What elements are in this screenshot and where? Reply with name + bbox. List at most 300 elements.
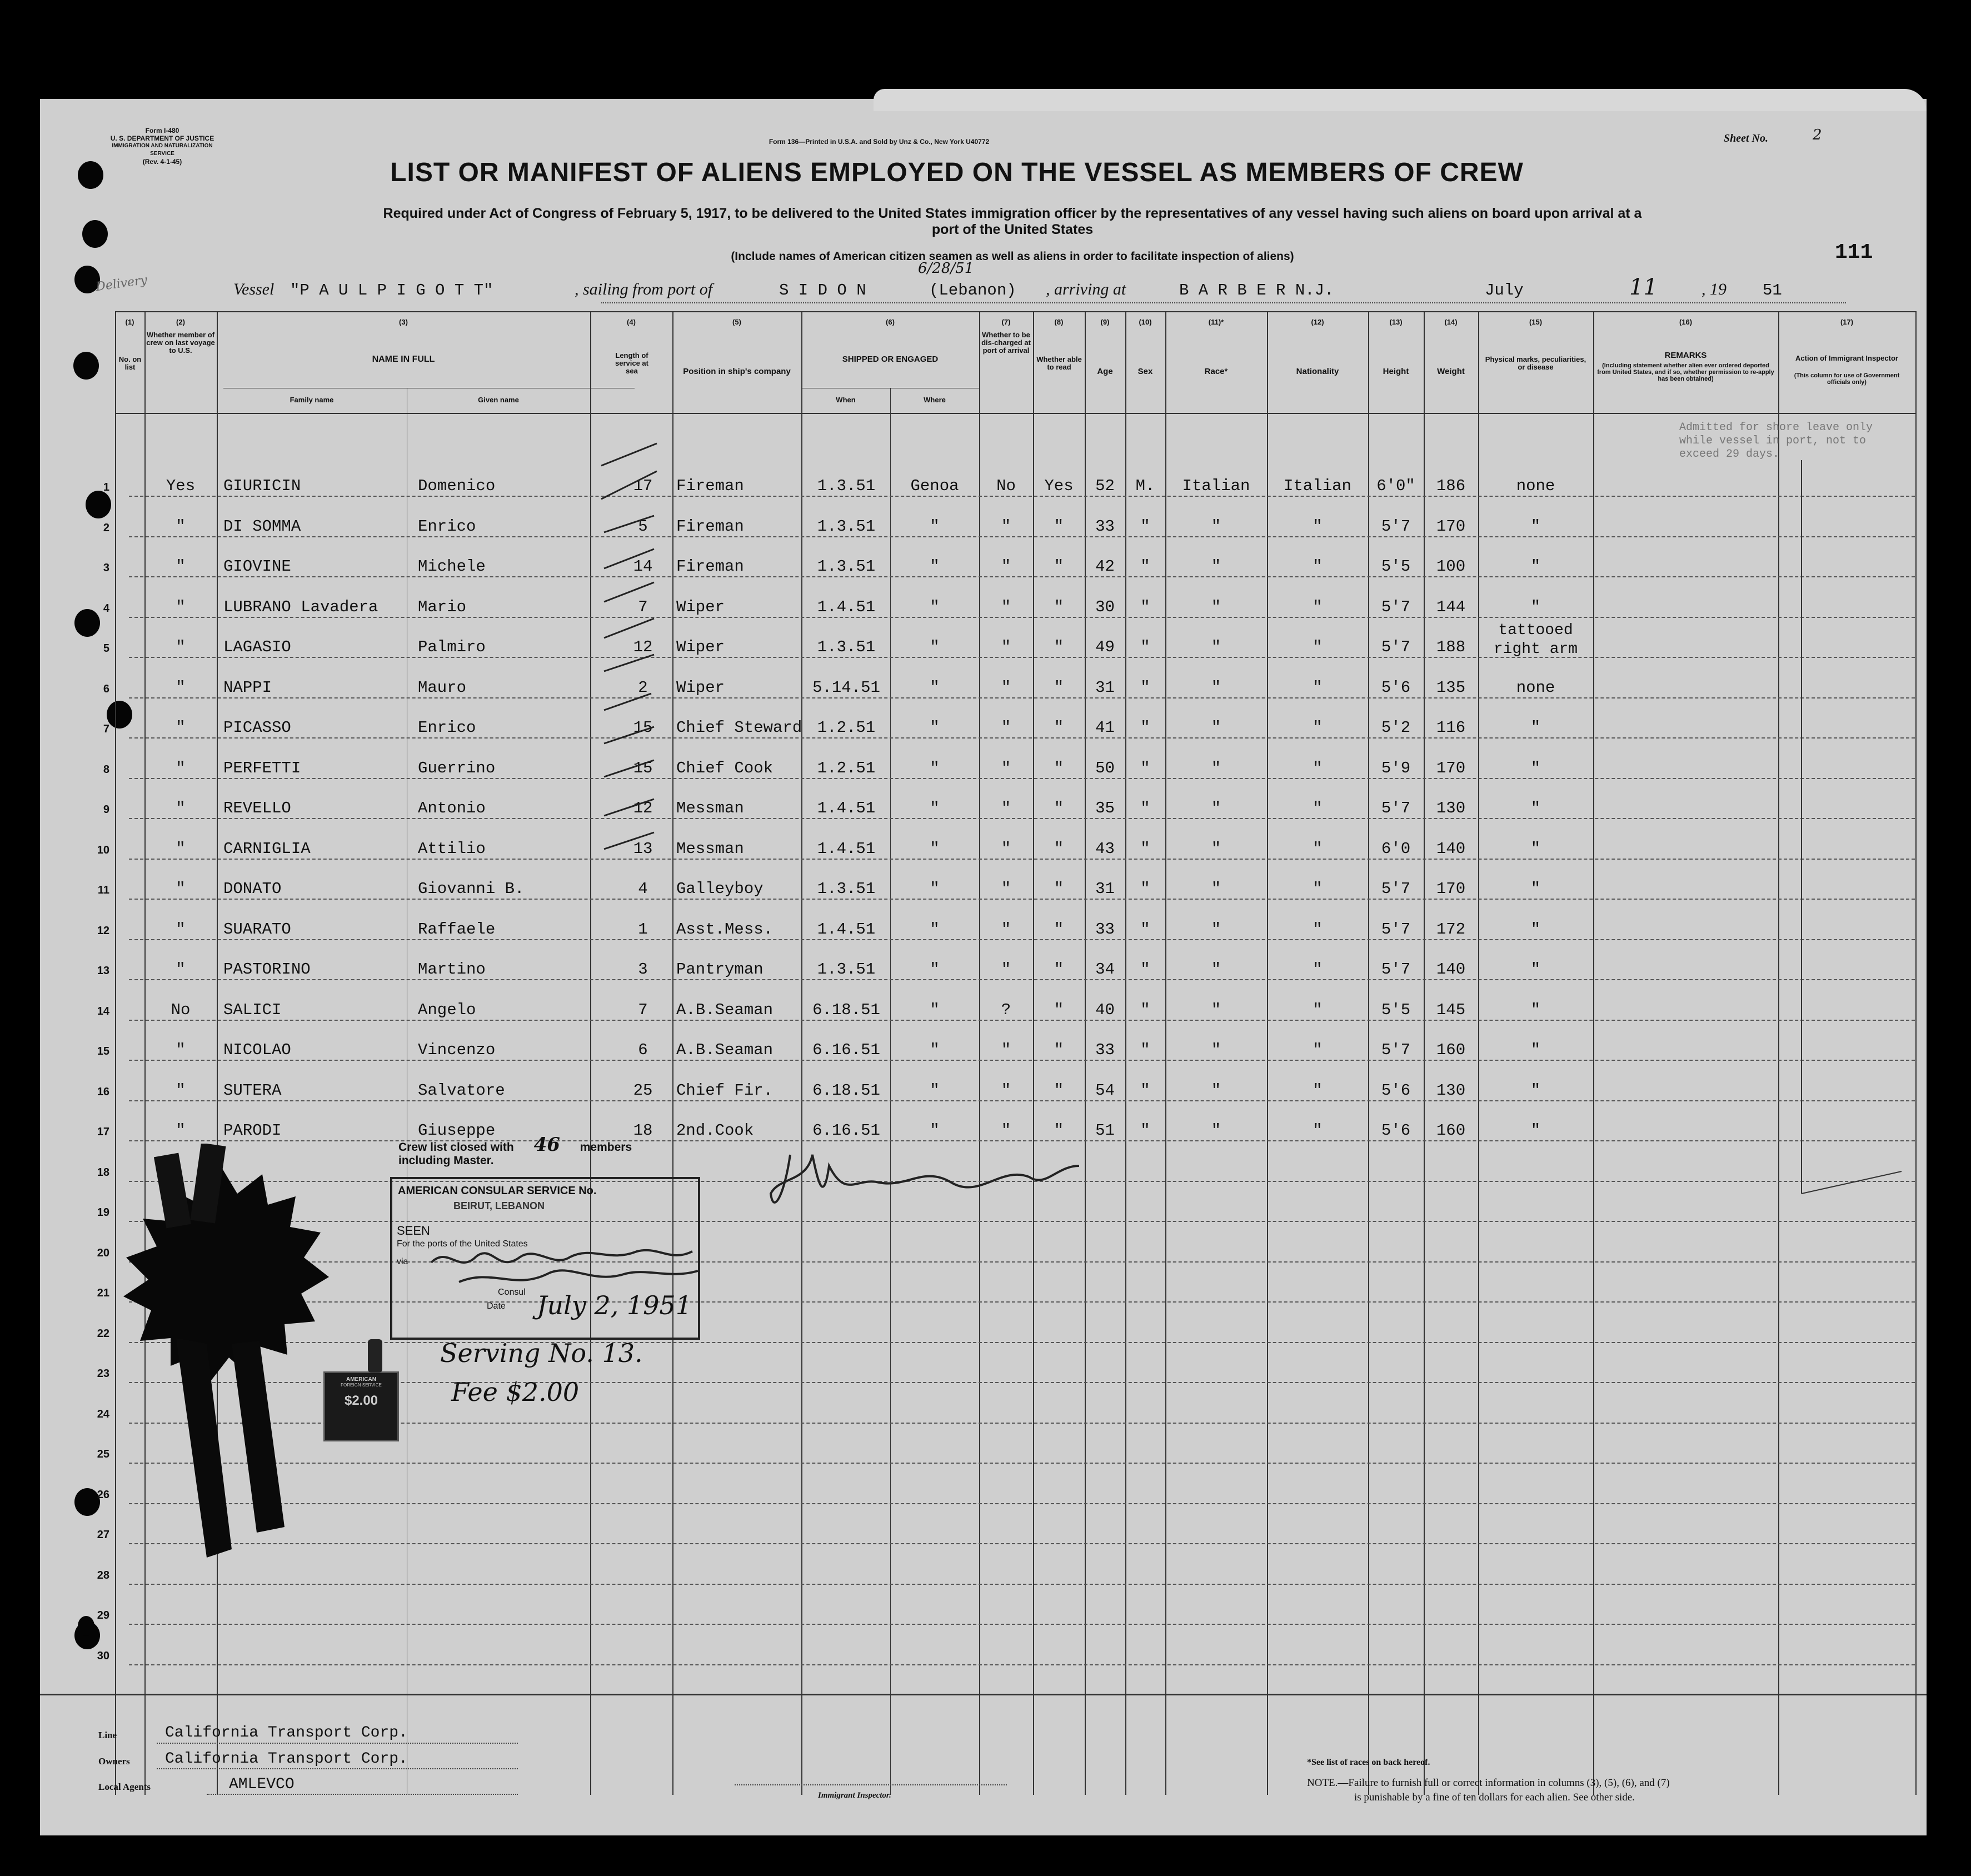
service-check-marks [590,432,673,1221]
cell-position: Asst.Mess. [676,920,774,939]
row-rule [129,657,1915,658]
subtitle [162,206,1863,238]
arriving-label: , arriving at [1046,280,1126,298]
cell-where: " [930,517,940,536]
cell-race: " [1211,678,1221,697]
row-rule [129,778,1915,779]
cell-sex: " [1140,759,1150,777]
cell-family: PASTORINO [223,960,311,979]
row-number: 3 [103,562,109,574]
cell-family: NICOLAO [223,1041,291,1059]
cell-age: 49 [1095,638,1115,656]
cell-where: " [930,1000,940,1019]
clip-icon [368,1339,382,1373]
cell-weight: 172 [1436,920,1466,939]
punch-hole [107,701,132,729]
row-number: 24 [97,1408,109,1420]
cell-marks: " [1530,517,1541,536]
cell-height: 5'5 [1381,1000,1411,1019]
row-rule [129,1463,1915,1464]
col-header-no: No. on list [118,355,142,371]
row-number: 1 [103,481,109,493]
cell-marks: none [1516,678,1555,697]
row-number: 11 [97,884,109,896]
cell-prev: " [176,960,186,979]
cell-service: 17 [633,477,653,495]
cell-age: 42 [1095,557,1115,576]
col-num: (15) [1529,318,1543,326]
stamp-value: $2.00 [344,1393,378,1408]
cell-race: " [1211,759,1221,777]
cell-family: NAPPI [223,678,272,697]
cell-age: 51 [1095,1121,1115,1140]
revenue-stamp [323,1371,399,1441]
cell-weight: 186 [1436,477,1466,495]
cell-read: " [1054,1041,1064,1059]
cell-family: DI SOMMA [223,517,301,536]
cell-weight: 160 [1436,1121,1466,1140]
cell-discharged: " [1001,597,1011,616]
voyage-underline [601,302,1846,303]
cell-read: Yes [1044,477,1074,495]
cell-where: " [930,1121,940,1140]
cell-position: Wiper [676,597,725,616]
cell-given: Antonio [418,799,486,817]
row-number: 27 [97,1529,109,1541]
cell-discharged: " [1001,1121,1011,1140]
cell-family: LUBRANO Lavadera [223,597,378,616]
cell-sex: " [1140,1121,1150,1140]
row-rule [129,1664,1915,1665]
cell-race: " [1211,517,1221,536]
cell-where: " [930,839,940,858]
cell-nationality: " [1313,880,1323,898]
cell-nationality: " [1313,759,1323,777]
cell-where: " [930,719,940,737]
cell-when: 1.3.51 [817,960,876,979]
serving-number: Serving No. 13. [440,1338,643,1368]
cell-race: " [1211,1081,1221,1100]
col-rule [1915,311,1917,1795]
cell-age: 50 [1095,759,1115,777]
cell-where: " [930,557,940,576]
cell-position: Chief Fir. [676,1081,774,1100]
cell-read: " [1054,638,1064,656]
cell-weight: 135 [1436,678,1466,697]
cell-family: DONATO [223,880,282,898]
cell-weight: 130 [1436,799,1466,817]
cell-age: 52 [1095,477,1115,495]
consular-line2: BEIRUT, LEBANON [453,1200,545,1211]
cell-position: Messman [676,799,744,817]
footer-line-value: California Transport Corp. [165,1724,408,1742]
cell-when: 6.16.51 [812,1121,880,1140]
cell-weight: 170 [1436,880,1466,898]
cell-when: 1.4.51 [817,839,876,858]
cell-given: Martino [418,960,486,979]
row-rule [129,617,1915,618]
cell-marks: " [1530,839,1541,858]
header-bottom-rule [115,413,1915,414]
cell-race: " [1211,960,1221,979]
cell-where: " [930,880,940,898]
cell-marks: " [1530,1081,1541,1100]
cell-service: 12 [633,638,653,656]
col-header-shipped: SHIPPED OR ENGAGED [842,355,939,364]
crew-closed-prefix: Crew list closed with [398,1141,514,1154]
col-num: (17) [1840,318,1854,326]
consular-line1: AMERICAN CONSULAR SERVICE No. [398,1185,597,1197]
cell-nationality: " [1313,920,1323,939]
col-rule [1593,311,1594,1795]
row-number: 29 [97,1609,109,1621]
cell-position: Fireman [676,557,744,576]
col-header-discharged: Whether to be dis-charged at port of arrival [981,331,1031,355]
cell-family: SALICI [223,1000,282,1019]
row-number: 18 [97,1166,109,1179]
cell-when: 1.4.51 [817,597,876,616]
cell-height: 5'2 [1381,719,1411,737]
cell-nationality: " [1313,517,1323,536]
cell-position: 2nd.Cook [676,1121,754,1140]
cell-service: 4 [638,880,648,898]
cell-given: Domenico [418,477,496,495]
cell-race: " [1211,799,1221,817]
cell-weight: 130 [1436,1081,1466,1100]
cell-where: " [930,759,940,777]
col-num: (4) [627,318,636,326]
cell-prev: " [176,557,186,576]
cell-sex: " [1140,1081,1150,1100]
stamp-top: AMERICAN [346,1376,376,1383]
crew-closed-line2: including Master. [398,1154,494,1167]
cell-nationality: " [1313,839,1323,858]
row-number: 2 [103,521,109,534]
row-rule [129,979,1915,980]
cell-family: CARNIGLIA [223,839,311,858]
cell-height: 5'7 [1381,638,1411,656]
cell-prev: No [171,1000,191,1019]
cell-position: Wiper [676,638,725,656]
cell-discharged: " [1001,880,1011,898]
cell-age: 40 [1095,1000,1115,1019]
footer-note2: is punishable by a fine of ten dollars for each alien. See other side. [1354,1792,1635,1803]
cell-height: 5'7 [1381,920,1411,939]
row-rule [129,576,1915,577]
row-number: 12 [97,924,109,937]
col-header-when: When [836,396,856,404]
cell-sex: " [1140,839,1150,858]
row-rule [129,496,1915,497]
arriving-port: B A R B E R N.J. [1179,281,1334,300]
cell-given: Guerrino [418,759,496,777]
col-num: (1) [125,318,134,326]
row-rule [129,1584,1915,1585]
cell-family: GIOVINE [223,557,291,576]
cell-given: Michele [418,557,486,576]
cell-age: 41 [1095,719,1115,737]
cell-family: PERFETTI [223,759,301,777]
crew-closed-count: 46 [533,1134,560,1156]
row-rule [129,1342,1915,1343]
row-number: 22 [97,1327,109,1340]
arrival-month: July [1485,281,1524,300]
cell-given: Mario [418,597,467,616]
cell-height: 5'7 [1381,597,1411,616]
faint-annotation: Delivery [94,273,148,295]
col-header-action: Action of Immigrant Inspector [1795,354,1898,362]
footer-agents-value: AMLEVCO [229,1776,295,1793]
cell-sex: " [1140,719,1150,737]
cell-sex: " [1140,557,1150,576]
department: U. S. DEPARTMENT OF JUSTICE [110,134,214,142]
subtitle-line1: Required under Act of Congress of February 5, 1917, to be delivered to the United States immigration officer by the representatives of any vessel having such aliens on board upon arrival at a [383,206,1642,221]
row-number: 13 [97,965,109,977]
cell-service: 18 [633,1121,653,1140]
row-number: 16 [97,1085,109,1098]
cell-position: A.B.Seaman [676,1000,774,1019]
col-header-physical: Physical marks, peculiarities, or disease [1485,355,1586,371]
cell-when: 1.3.51 [817,517,876,536]
cell-given: Giovanni B. [418,880,525,898]
cell-read: " [1054,719,1064,737]
col-num: (16) [1679,318,1693,326]
row-rule [129,1624,1915,1625]
cell-prev: " [176,1041,186,1059]
col-header-name: NAME IN FULL [372,355,435,364]
col-header-nationality: Nationality [1296,367,1339,376]
cell-read: " [1054,920,1064,939]
punch-hole [86,491,111,518]
cell-race: " [1211,839,1221,858]
row-number: 26 [97,1488,109,1501]
cell-when: 1.3.51 [817,880,876,898]
cell-nationality: " [1313,1081,1323,1100]
cell-weight: 145 [1436,1000,1466,1019]
cell-weight: 170 [1436,759,1466,777]
cell-race: " [1211,1041,1221,1059]
row-number: 8 [103,763,109,776]
col-rule [1778,311,1779,1795]
cell-race: Italian [1182,477,1250,495]
col-header-crew: Whether member of crew on last voyage to U.S. [146,331,215,355]
cell-height: 5'7 [1381,960,1411,979]
cell-position: Fireman [676,517,744,536]
cell-where: " [930,638,940,656]
cell-prev: " [176,920,186,939]
cell-position: Wiper [676,678,725,697]
row-number: 15 [97,1045,109,1057]
cell-position: A.B.Seaman [676,1041,774,1059]
row-number: 7 [103,723,109,735]
cell-nationality: " [1313,1000,1323,1019]
page-title: LIST OR MANIFEST OF ALIENS EMPLOYED ON THE VESSEL AS MEMBERS OF CREW [390,158,1524,187]
cell-height: 5'6 [1381,1081,1411,1100]
cell-prev: " [176,759,186,777]
cell-given: Giuseppe [418,1121,496,1140]
cell-marks: " [1530,759,1541,777]
cell-weight: 170 [1436,517,1466,536]
cell-race: " [1211,880,1221,898]
cell-height: 5'7 [1381,799,1411,817]
col-header-remarks: REMARKS [1664,351,1707,360]
subtitle-line2: port of the United States [931,222,1094,237]
vessel-name: "P A U L P I G O T T" [290,281,493,300]
row-number: 10 [97,844,109,856]
cell-when: 1.4.51 [817,920,876,939]
cell-sex: " [1140,880,1150,898]
cell-given: Enrico [418,719,476,737]
cell-read: " [1054,960,1064,979]
cell-sex: " [1140,597,1150,616]
cell-family: SUARATO [223,920,291,939]
row-number: 9 [103,804,109,816]
col-num: (2) [176,318,185,326]
row-number: 20 [97,1246,109,1259]
cell-nationality: " [1313,1121,1323,1140]
vessel-label: Vessel [233,280,275,298]
cell-when: 5.14.51 [812,678,880,697]
row-rule [129,1060,1915,1061]
cell-read: " [1054,517,1064,536]
cell-weight: 144 [1436,597,1466,616]
consular-via: via [397,1257,408,1266]
cell-prev: " [176,1081,186,1100]
cell-nationality: " [1313,960,1323,979]
punch-hole [78,161,103,189]
cell-discharged: " [1001,678,1011,697]
stamp-mid: FOREIGN SERVICE [341,1383,382,1388]
cell-given: Raffaele [418,920,496,939]
revision: (Rev. 4-1-45) [142,158,182,166]
cell-race: " [1211,920,1221,939]
cell-age: 31 [1095,678,1115,697]
cell-position: Messman [676,839,744,858]
cell-height: 5'7 [1381,1041,1411,1059]
cell-age: 33 [1095,920,1115,939]
cell-sex: " [1140,1000,1150,1019]
printer-line: Form 136—Printed in U.S.A. and Sold by Unz & Co., New York U40772 [769,138,990,146]
cell-weight: 140 [1436,839,1466,858]
row-rule [129,859,1915,860]
col-num: (6) [886,318,895,326]
cell-family: LAGASIO [223,638,291,656]
cell-discharged: " [1001,517,1011,536]
cell-given: Angelo [418,1000,476,1019]
crew-closed-suffix: members [580,1141,632,1154]
row-number: 21 [97,1287,109,1299]
col-num: (13) [1389,318,1403,326]
cell-marks: " [1530,799,1541,817]
col-header-action-note: (This column for use of Government officials only) [1794,372,1900,386]
cell-sex: " [1140,638,1150,656]
cell-prev: " [176,678,186,697]
action-column-line [1790,443,1913,1210]
col-num: (14) [1444,318,1458,326]
cell-when: 1.3.51 [817,477,876,495]
cell-height: 5'9 [1381,759,1411,777]
cell-discharged: " [1001,557,1011,576]
inspector-label: Immigrant Inspector. [818,1791,891,1800]
col-num: (11)* [1208,318,1224,326]
cell-nationality: " [1313,799,1323,817]
cell-discharged: " [1001,719,1011,737]
cell-age: 30 [1095,597,1115,616]
row-number: 5 [103,642,109,655]
cell-service: 13 [633,839,653,858]
cell-when: 1.3.51 [817,638,876,656]
cell-when: 1.2.51 [817,759,876,777]
cell-discharged: " [1001,960,1011,979]
table-top-rule [115,311,1915,312]
cell-read: " [1054,1000,1064,1019]
consular-seen: SEEN [397,1224,430,1238]
cell-marks: tattooed right arm [1493,622,1578,658]
cell-nationality: " [1313,719,1323,737]
consular-date: July 2, 1951 [537,1290,692,1320]
cell-age: 33 [1095,517,1115,536]
arrival-year: 51 [1763,281,1782,300]
races-note: *See list of races on back hereof. [1307,1758,1430,1767]
cell-marks: " [1530,719,1541,737]
cell-marks: " [1530,557,1541,576]
cell-service: 3 [638,960,648,979]
punch-hole [82,220,108,248]
cell-nationality: Italian [1284,477,1351,495]
cell-age: 35 [1095,799,1115,817]
cell-height: 6'0" [1376,477,1415,495]
cell-where: " [930,1081,940,1100]
cell-given: Salvatore [418,1081,505,1100]
cell-sex: " [1140,960,1150,979]
cell-race: " [1211,557,1221,576]
cell-family: PICASSO [223,719,291,737]
port-country: (Lebanon) [929,281,1016,300]
cell-height: 5'7 [1381,517,1411,536]
cell-age: 31 [1095,880,1115,898]
cell-read: " [1054,678,1064,697]
form-id-block [107,127,218,166]
col-header-height: Height [1383,367,1409,376]
cell-family: PARODI [223,1121,282,1140]
col-header-sex: Sex [1137,367,1153,376]
col-header-weight: Weight [1437,367,1465,376]
row-number: 30 [97,1649,109,1662]
row-rule [129,1020,1915,1021]
cell-service: 1 [638,920,648,939]
cell-nationality: " [1313,638,1323,656]
wax-seal-with-ribbons [93,1144,348,1627]
cell-marks: " [1530,1121,1541,1140]
cell-nationality: " [1313,597,1323,616]
cell-service: 25 [633,1081,653,1100]
cell-when: 6.18.51 [812,1081,880,1100]
consular-stamp [390,1177,700,1340]
cell-service: 14 [633,557,653,576]
cell-discharged: ? [1001,1000,1011,1019]
cell-when: 6.18.51 [812,1000,880,1019]
crew-closed-block [398,1134,632,1167]
footer-underline [157,1768,518,1769]
cell-family: REVELLO [223,799,291,817]
subtitle-note: (Include names of American citizen seamen as well as aliens in order to facilitate inspection of aliens) [731,250,1294,263]
col-header-read: Whether able to read [1036,355,1082,371]
cell-nationality: " [1313,1041,1323,1059]
cell-where: " [930,960,940,979]
cell-discharged: " [1001,1041,1011,1059]
manifest-sheet [40,99,1927,1835]
col-header-where: Where [924,396,946,404]
